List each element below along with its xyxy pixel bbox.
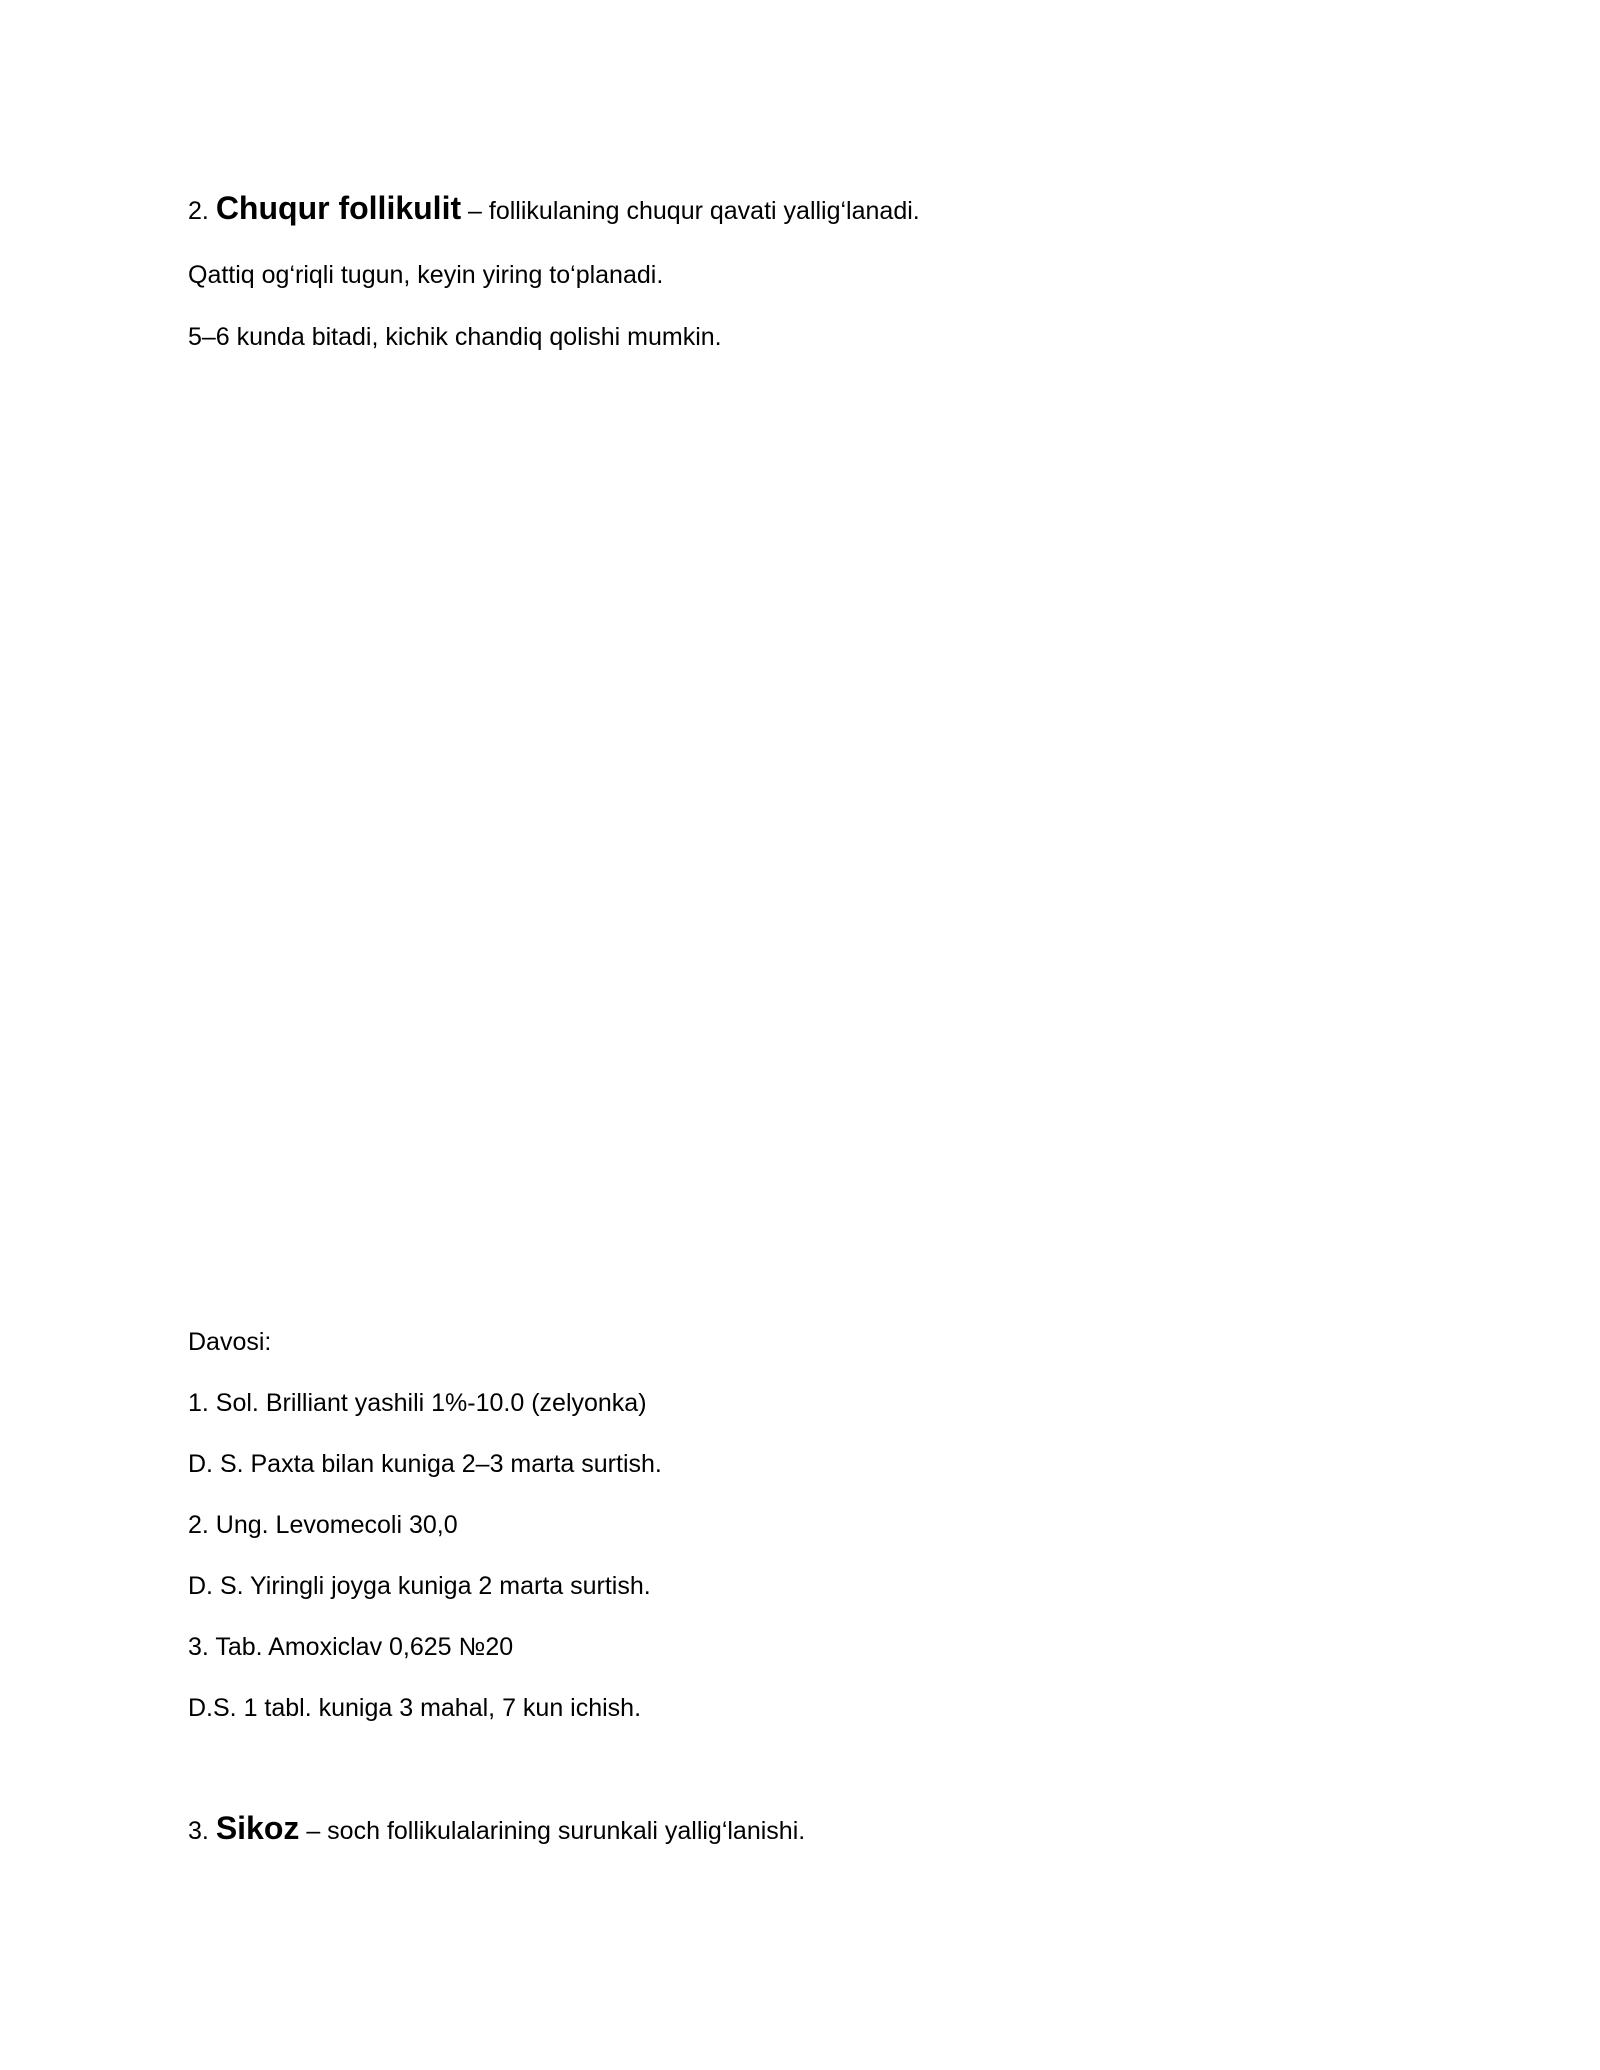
treatment-line-2: D. S. Paxta bilan kuniga 2–3 marta surtish. — [188, 1450, 662, 1478]
section-2-definition: – follikulaning chuqur qavati yallig‘lanadi. — [461, 197, 920, 225]
section-3-heading — [188, 1810, 806, 1846]
treatment-line-1: 1. Sol. Brilliant yashili 1%-10.0 (zelyonka) — [188, 1389, 647, 1417]
section-3-number: 3. — [188, 1817, 209, 1845]
section-2-term: Chuqur follikulit — [215, 190, 462, 226]
section-2-line-2: 5–6 kunda bitadi, kichik chandiq qolishi mumkin. — [188, 323, 722, 351]
section-2-line-1: Qattiq og‘riqli tugun, keyin yiring to‘planadi. — [188, 261, 664, 289]
section-2-number: 2. — [188, 197, 209, 225]
section-3-term: Sikoz — [215, 1810, 300, 1846]
treatment-line-3: 2. Ung. Levomecoli 30,0 — [188, 1511, 458, 1539]
section-2-heading — [188, 190, 920, 226]
treatment-line-6: D.S. 1 tabl. kuniga 3 mahal, 7 kun ichish. — [188, 1694, 642, 1722]
treatment-line-5: 3. Tab. Amoxiclav 0,625 №20 — [188, 1633, 514, 1661]
treatment-line-4: D. S. Yiringli joyga kuniga 2 marta surtish. — [188, 1572, 651, 1600]
section-3-definition: – soch follikulalarining surunkali yallig‘lanishi. — [299, 1817, 806, 1845]
treatment-heading: Davosi: — [188, 1328, 272, 1356]
